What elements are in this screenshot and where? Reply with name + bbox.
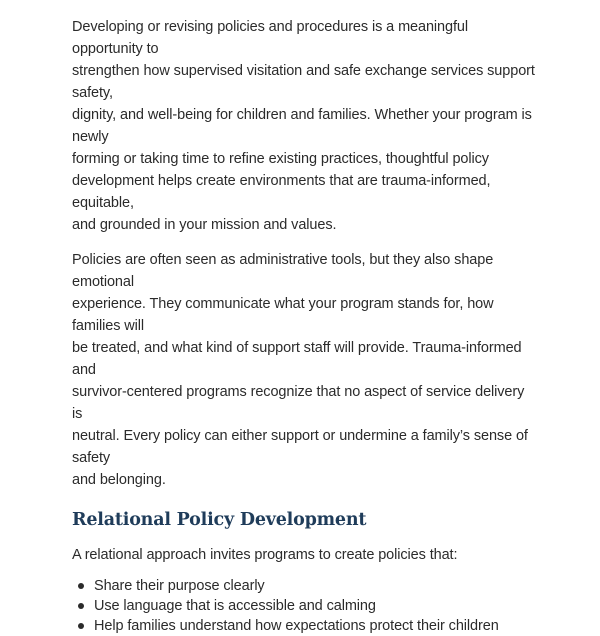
bullet-icon [78, 583, 84, 589]
list-item [78, 576, 538, 596]
list-item-text: Help families understand how expectations protect their children [94, 618, 499, 634]
list-item-text: Use language that is accessible and calming [94, 598, 376, 614]
intro-paragraph: Developing or revising policies and procedures is a meaningful opportunity to strengthen how supervised visitation and safe exchange services support safety, dignity, and well-being for children and families. Whether your program is newly forming or taking time to refine existing practices, thoughtful policy development helps create environments that are trauma-informed, equitable, and grounded in your mission and values. [72, 19, 535, 233]
list-item [78, 596, 538, 616]
list-item [78, 616, 538, 636]
bullet-icon [78, 603, 84, 609]
list-item-text: Share their purpose clearly [94, 578, 265, 594]
section-heading: Relational Policy Development [72, 510, 367, 530]
section-lead-paragraph: A relational approach invites programs to create policies that: [72, 547, 458, 563]
bullet-icon [78, 623, 84, 629]
policy-bullet-list [72, 576, 538, 636]
policies-paragraph: Policies are often seen as administrative tools, but they also shape emotional experience. They communicate what your program stands for, how families will be treated, and what kind of support staff will provide. Trauma-informed and survivor-centered programs recognize that no aspect of service delivery is neutral. Every policy can either support or undermine a family’s sense of safety and belonging. [72, 252, 528, 488]
